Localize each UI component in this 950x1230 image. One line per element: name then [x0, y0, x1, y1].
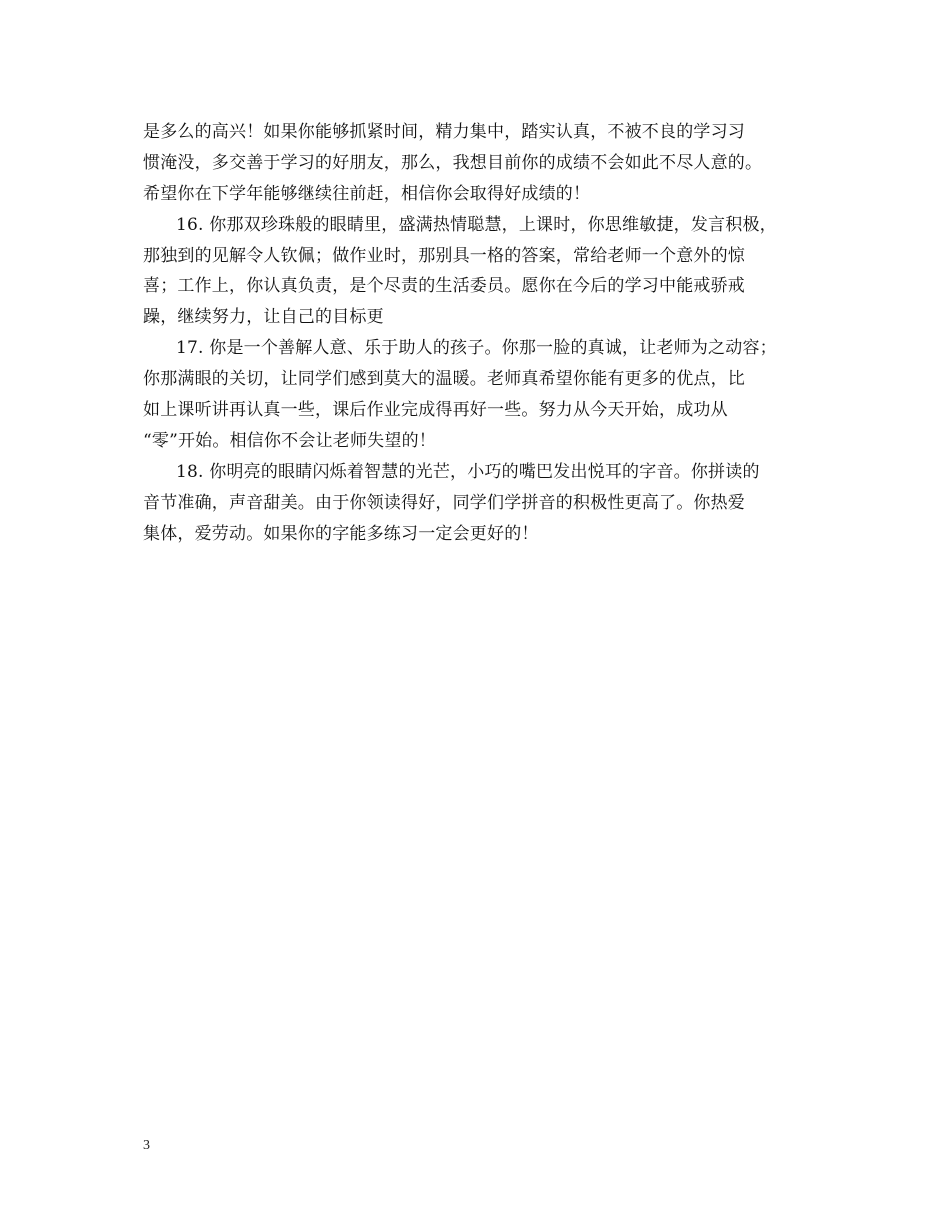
paragraph-16-start: 16. 你那双珍珠般的眼睛里，盛满热情聪慧，上课时，你思维敏捷，发言积极，: [176, 214, 777, 235]
paragraph-18-start: 18. 你明亮的眼睛闪烁着智慧的光芒，小巧的嘴巴发出悦耳的字音。你拼读的: [176, 461, 760, 482]
text-line: 喜；工作上，你认真负责，是个尽责的生活委员。愿你在今后的学习中能戒骄戒: [143, 276, 745, 297]
page-number: 3: [143, 1138, 150, 1153]
document-body: [143, 117, 813, 549]
text-line: 那独到的见解令人钦佩；做作业时，那别具一格的答案，常给老师一个意外的惊: [143, 245, 745, 266]
text-line: “零”开始。相信你不会让老师失望的！: [143, 430, 436, 451]
text-line: 音节准确，声音甜美。由于你领读得好，同学们学拼音的积极性更高了。你热爱: [143, 492, 745, 513]
text-line: 惯淹没，多交善于学习的好朋友，那么，我想目前你的成绩不会如此不尽人意的。: [143, 152, 763, 173]
text-line: 希望你在下学年能够继续往前赶，相信你会取得好成绩的！: [143, 183, 591, 204]
text-line: 躁，继续努力，让自己的目标更: [143, 307, 384, 328]
text-line: 你那满眼的关切，让同学们感到莫大的温暖。老师真希望你能有更多的优点，比: [143, 369, 745, 390]
paragraph-17-start: 17. 你是一个善解人意、乐于助人的孩子。你那一脸的真诚，让老师为之动容；: [176, 338, 777, 359]
text-line: 是多么的高兴！如果你能够抓紧时间，精力集中，踏实认真，不被不良的学习习: [143, 122, 745, 142]
text-line: 如上课听讲再认真一些，课后作业完成得再好一些。努力从今天开始，成功从: [143, 400, 728, 421]
text-line: 集体，爱劳动。如果你的字能多练习一定会更好的！: [143, 523, 539, 544]
